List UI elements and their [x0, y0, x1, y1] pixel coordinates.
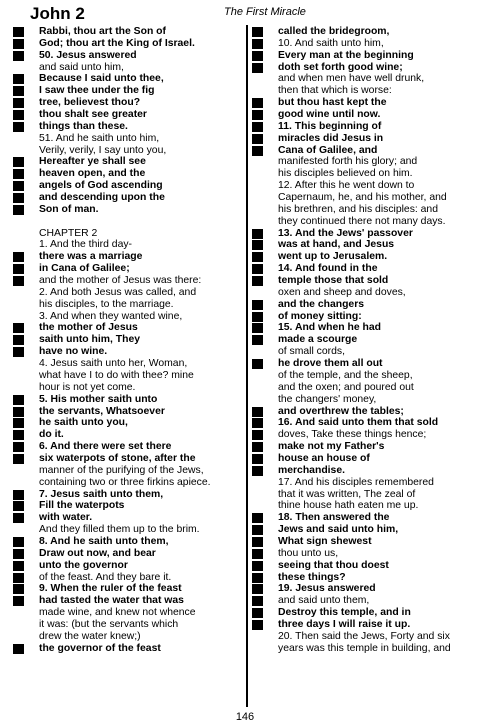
line-text: went up to Jerusalem.	[278, 251, 388, 263]
bullet-square-icon	[13, 205, 24, 215]
bullet-square-icon	[252, 146, 263, 156]
line-text: 14. And found in the	[278, 263, 378, 275]
text-line	[251, 477, 486, 489]
text-line	[12, 417, 248, 429]
bullet-square-icon	[252, 608, 263, 618]
line-text: drew the water knew;)	[39, 630, 141, 642]
line-text: 13. And the Jews' passover	[278, 227, 413, 239]
text-line	[251, 358, 486, 370]
line-text: oxen and sheep and doves,	[278, 286, 406, 298]
line-text: Capernaum, he, and his mother, and	[278, 192, 447, 204]
text-line	[12, 406, 248, 418]
bullet-square-icon	[252, 513, 263, 523]
text-line	[12, 572, 248, 584]
bullet-square-icon	[252, 466, 263, 476]
text-line	[12, 145, 248, 157]
line-text: 17. And his disciples remembered	[278, 476, 434, 488]
text-line	[12, 204, 248, 216]
bullet-square-icon	[13, 276, 24, 286]
bullet-square-icon	[252, 561, 263, 571]
bullet-square-icon	[252, 454, 263, 464]
line-text: with water.	[39, 512, 93, 524]
line-text: Verily, verily, I say unto you,	[39, 144, 167, 156]
text-line	[251, 595, 486, 607]
text-line	[251, 263, 486, 275]
bullet-square-icon	[13, 549, 24, 559]
text-line	[251, 121, 486, 133]
text-line	[12, 275, 248, 287]
text-line	[12, 109, 248, 121]
line-text: thou shalt see greater	[39, 109, 147, 121]
line-text: And they filled them up to the brim.	[39, 524, 200, 536]
line-text: good wine until now.	[278, 109, 381, 121]
line-text: three days I will raise it up.	[278, 618, 411, 630]
line-text: Draw out now, and bear	[39, 547, 156, 559]
text-line	[251, 631, 486, 643]
text-line	[251, 50, 486, 62]
text-line	[251, 168, 486, 180]
bullet-square-icon	[13, 347, 24, 357]
line-text: six waterpots of stone, after the	[39, 452, 196, 464]
bullet-square-icon	[13, 264, 24, 274]
bullet-square-icon	[13, 490, 24, 500]
bullet-square-icon	[252, 229, 263, 239]
text-line	[12, 548, 248, 560]
bullet-square-icon	[252, 264, 263, 274]
text-line	[251, 583, 486, 595]
text-line	[12, 453, 248, 465]
bullet-square-icon	[13, 430, 24, 440]
text-line	[12, 441, 248, 453]
text-line	[12, 429, 248, 441]
line-text: 5. His mother saith unto	[39, 393, 158, 405]
line-text: 4. Jesus saith unto her, Woman,	[39, 358, 188, 370]
line-text: he saith unto you,	[39, 417, 128, 429]
line-text: made a scourge	[278, 334, 358, 346]
line-text: doth set forth good wine;	[278, 61, 403, 73]
text-line	[12, 168, 248, 180]
bullet-square-icon	[252, 335, 263, 345]
line-text: had tasted the water that was	[39, 595, 184, 607]
text-line	[12, 607, 248, 619]
text-line	[251, 239, 486, 251]
bullet-square-icon	[252, 620, 263, 630]
bullet-square-icon	[252, 240, 263, 250]
bullet-square-icon	[252, 27, 263, 37]
bullet-square-icon	[252, 98, 263, 108]
line-text: of the feast. And they bare it.	[39, 571, 172, 583]
text-line	[12, 263, 248, 275]
line-text: Because I said unto thee,	[39, 73, 164, 85]
text-line	[12, 477, 248, 489]
text-line	[12, 536, 248, 548]
line-text: what have I to do with thee? mine	[39, 369, 194, 381]
line-text: and overthrew the tables;	[278, 405, 404, 417]
bullet-square-icon	[252, 323, 263, 333]
bullet-square-icon	[13, 157, 24, 167]
bullet-square-icon	[252, 549, 263, 559]
line-text: CHAPTER 2	[39, 227, 98, 239]
text-line	[12, 358, 248, 370]
text-line	[12, 512, 248, 524]
line-text: Son of man.	[39, 203, 99, 215]
text-line	[12, 26, 248, 38]
line-text: make not my Father's	[278, 441, 385, 453]
bullet-square-icon	[252, 573, 263, 583]
bullet-square-icon	[13, 395, 24, 405]
line-text: miracles did Jesus in	[278, 132, 384, 144]
line-text: do it.	[39, 429, 64, 441]
text-line	[12, 121, 248, 133]
bullet-square-icon	[13, 110, 24, 120]
bullet-square-icon	[13, 86, 24, 96]
line-text: have no wine.	[39, 346, 108, 358]
line-text: 6. And there were set there	[39, 441, 172, 453]
line-text: What sign shewest	[278, 535, 372, 547]
bullet-square-icon	[13, 573, 24, 583]
text-line	[251, 334, 486, 346]
line-text: the mother of Jesus	[39, 322, 138, 334]
text-line	[12, 346, 248, 358]
text-line	[12, 583, 248, 595]
line-text: then that which is worse:	[278, 85, 392, 97]
text-line	[251, 192, 486, 204]
line-text: merchandise.	[278, 464, 345, 476]
line-text: these things?	[278, 571, 346, 583]
line-text: God; thou art the King of Israel.	[39, 37, 195, 49]
bullet-square-icon	[252, 407, 263, 417]
bullet-square-icon	[252, 276, 263, 286]
line-text: of money sitting:	[278, 310, 362, 322]
bullet-square-icon	[13, 442, 24, 452]
text-line	[12, 97, 248, 109]
text-line	[251, 429, 486, 441]
bullet-square-icon	[252, 442, 263, 452]
text-line	[251, 382, 486, 394]
bullet-square-icon	[13, 561, 24, 571]
text-line	[251, 394, 486, 406]
line-text: Destroy this temple, and in	[278, 607, 411, 619]
right-column	[251, 26, 486, 655]
text-line	[251, 572, 486, 584]
text-line	[12, 560, 248, 572]
bullet-square-icon	[252, 63, 263, 73]
chapter-heading	[12, 228, 248, 240]
text-line	[251, 299, 486, 311]
bullet-square-icon	[13, 418, 24, 428]
line-text: the governor of the feast	[39, 642, 161, 654]
text-line	[251, 311, 486, 323]
text-line	[251, 156, 486, 168]
line-text: Jews and said unto him,	[278, 524, 399, 536]
line-text: and said unto them,	[278, 595, 370, 607]
line-text: he drove them all out	[278, 358, 383, 370]
bullet-square-icon	[13, 407, 24, 417]
text-line	[251, 322, 486, 334]
text-line	[12, 643, 248, 655]
line-text: temple those that sold	[278, 275, 389, 287]
text-line	[251, 453, 486, 465]
line-text: made wine, and knew not whence	[39, 607, 196, 619]
line-text: heaven open, and the	[39, 168, 146, 180]
section-subtitle: The First Miracle	[224, 6, 306, 18]
bullet-square-icon	[13, 98, 24, 108]
bullet-square-icon	[13, 181, 24, 191]
text-line	[12, 311, 248, 323]
line-text: that it was written, The zeal of	[278, 488, 416, 500]
text-line	[12, 62, 248, 74]
line-text: and the mother of Jesus was there:	[39, 275, 202, 287]
line-text: 3. And when they wanted wine,	[39, 310, 183, 322]
text-line	[251, 406, 486, 418]
bullet-square-icon	[252, 359, 263, 369]
line-text: in Cana of Galilee;	[39, 263, 130, 275]
bullet-square-icon	[252, 525, 263, 535]
bullet-square-icon	[13, 513, 24, 523]
text-line	[12, 85, 248, 97]
bullet-square-icon	[252, 300, 263, 310]
line-text: it was: (but the servants which	[39, 618, 179, 630]
text-line	[251, 560, 486, 572]
line-text: doves, Take these things hence;	[278, 429, 427, 441]
text-line	[12, 370, 248, 382]
bullet-square-icon	[13, 323, 24, 333]
bullet-square-icon	[13, 51, 24, 61]
bullet-square-icon	[13, 74, 24, 84]
text-line	[12, 251, 248, 263]
line-text: house an house of	[278, 452, 370, 464]
text-line	[251, 85, 486, 97]
line-text: 2. And both Jesus was called, and	[39, 286, 197, 298]
line-text: Fill the waterpots	[39, 500, 125, 512]
bullet-square-icon	[252, 537, 263, 547]
text-line	[251, 97, 486, 109]
bullet-square-icon	[252, 122, 263, 132]
line-text: of small cords,	[278, 346, 345, 358]
text-line	[12, 287, 248, 299]
line-text: the servants, Whatsoever	[39, 405, 165, 417]
text-line	[251, 512, 486, 524]
text-line	[12, 382, 248, 394]
line-text: I saw thee under the fig	[39, 85, 155, 97]
text-line	[12, 394, 248, 406]
line-text: hour is not yet come.	[39, 381, 136, 393]
text-line	[251, 216, 486, 228]
line-text: 11. This beginning of	[278, 120, 382, 132]
bullet-square-icon	[13, 193, 24, 203]
line-text: years was this temple in building, and	[278, 642, 451, 654]
line-text: his disciples, to the marriage.	[39, 298, 174, 310]
line-text: and descending upon the	[39, 192, 165, 204]
line-text: Hereafter ye shall see	[39, 156, 146, 168]
text-line	[12, 299, 248, 311]
bullet-square-icon	[13, 584, 24, 594]
text-line	[251, 607, 486, 619]
line-text: Cana of Galilee, and	[278, 144, 378, 156]
line-text: manner of the purifying of the Jews,	[39, 464, 204, 476]
text-line	[12, 216, 248, 228]
text-line	[251, 251, 486, 263]
line-text: tree, believest thou?	[39, 97, 141, 109]
text-line	[251, 204, 486, 216]
text-line	[251, 109, 486, 121]
bullet-square-icon	[252, 110, 263, 120]
line-text: 51. And he saith unto him,	[39, 132, 160, 144]
line-text: 16. And said unto them that sold	[278, 417, 439, 429]
text-line	[251, 643, 486, 655]
line-text: but thou hast kept the	[278, 97, 387, 109]
text-line	[12, 156, 248, 168]
line-text: thou unto us,	[278, 547, 339, 559]
text-line	[251, 180, 486, 192]
text-line	[12, 524, 248, 536]
line-text: 1. And the third day-	[39, 239, 132, 251]
line-text: there was a marriage	[39, 251, 143, 263]
line-text: they continued there not many days.	[278, 215, 446, 227]
text-line	[251, 548, 486, 560]
line-text: saith unto him, They	[39, 334, 141, 346]
line-text: 20. Then said the Jews, Forty and six	[278, 630, 450, 642]
text-line	[251, 62, 486, 74]
text-line	[251, 26, 486, 38]
bullet-square-icon	[252, 596, 263, 606]
text-line	[251, 536, 486, 548]
bullet-square-icon	[13, 644, 24, 654]
text-line	[251, 133, 486, 145]
line-text: 12. After this he went down to	[278, 180, 415, 192]
line-text: 7. Jesus saith unto them,	[39, 488, 164, 500]
text-line	[12, 239, 248, 251]
bullet-square-icon	[13, 501, 24, 511]
bullet-square-icon	[13, 596, 24, 606]
text-line	[12, 38, 248, 50]
line-text: 15. And when he had	[278, 322, 381, 334]
text-line	[12, 595, 248, 607]
bullet-square-icon	[252, 51, 263, 61]
line-text: 50. Jesus answered	[39, 49, 137, 61]
bullet-square-icon	[252, 252, 263, 262]
bullet-square-icon	[252, 430, 263, 440]
text-line	[251, 417, 486, 429]
bullet-square-icon	[252, 312, 263, 322]
line-text: things than these.	[39, 120, 128, 132]
line-text: and the changers	[278, 298, 365, 310]
line-text: 18. Then answered the	[278, 512, 390, 524]
text-line	[12, 631, 248, 643]
text-line	[12, 489, 248, 501]
text-line	[12, 133, 248, 145]
line-text: his disciples believed on him.	[278, 168, 413, 180]
text-line	[251, 73, 486, 85]
line-text: was at hand, and Jesus	[278, 239, 395, 251]
bullet-square-icon	[252, 584, 263, 594]
text-line	[12, 500, 248, 512]
text-line	[251, 465, 486, 477]
line-text: 9. When the ruler of the feast	[39, 583, 182, 595]
text-line	[251, 346, 486, 358]
bullet-square-icon	[13, 169, 24, 179]
bullet-square-icon	[13, 335, 24, 345]
line-text: containing two or three firkins apiece.	[39, 476, 211, 488]
line-text: seeing that thou doest	[278, 559, 389, 571]
page-title: John 2	[30, 4, 85, 23]
text-line	[251, 287, 486, 299]
page-number: 146	[235, 711, 255, 723]
bullet-square-icon	[13, 252, 24, 262]
line-text: manifested forth his glory; and	[278, 156, 418, 168]
left-column	[12, 26, 248, 655]
bullet-square-icon	[13, 454, 24, 464]
line-text: his brethren, and his disciples: and	[278, 203, 438, 215]
bullet-square-icon	[252, 39, 263, 49]
text-line	[12, 322, 248, 334]
text-line	[12, 465, 248, 477]
line-text: and the oxen; and poured out	[278, 381, 414, 393]
text-line	[12, 180, 248, 192]
line-text: thine house hath eaten me up.	[278, 500, 419, 512]
line-text: unto the governor	[39, 559, 128, 571]
line-text: of the temple, and the sheep,	[278, 369, 413, 381]
text-line	[12, 73, 248, 85]
text-line	[12, 192, 248, 204]
text-line	[251, 524, 486, 536]
text-line	[251, 275, 486, 287]
text-line	[251, 489, 486, 501]
bullet-square-icon	[13, 27, 24, 37]
text-line	[251, 500, 486, 512]
text-line	[12, 619, 248, 631]
line-text: called the bridegroom,	[278, 26, 390, 37]
bullet-square-icon	[13, 122, 24, 132]
line-text: 19. Jesus answered	[278, 583, 376, 595]
line-text: Rabbi, thou art the Son of	[39, 26, 166, 37]
bullet-square-icon	[13, 537, 24, 547]
text-line	[251, 441, 486, 453]
text-line	[251, 370, 486, 382]
line-text: and when men have well drunk,	[278, 73, 425, 85]
text-line	[251, 619, 486, 631]
text-line	[251, 228, 486, 240]
line-text: 10. And saith unto him,	[278, 37, 384, 49]
line-text: and said unto him,	[39, 61, 124, 73]
bullet-square-icon	[13, 39, 24, 49]
text-line	[251, 38, 486, 50]
text-line	[251, 145, 486, 157]
line-text: Every man at the beginning	[278, 49, 414, 61]
bullet-square-icon	[252, 134, 263, 144]
text-line	[12, 334, 248, 346]
text-line	[12, 50, 248, 62]
line-text: angels of God ascending	[39, 180, 163, 192]
bullet-square-icon	[252, 418, 263, 428]
line-text: the changers' money,	[278, 393, 377, 405]
line-text: 8. And he saith unto them,	[39, 535, 169, 547]
